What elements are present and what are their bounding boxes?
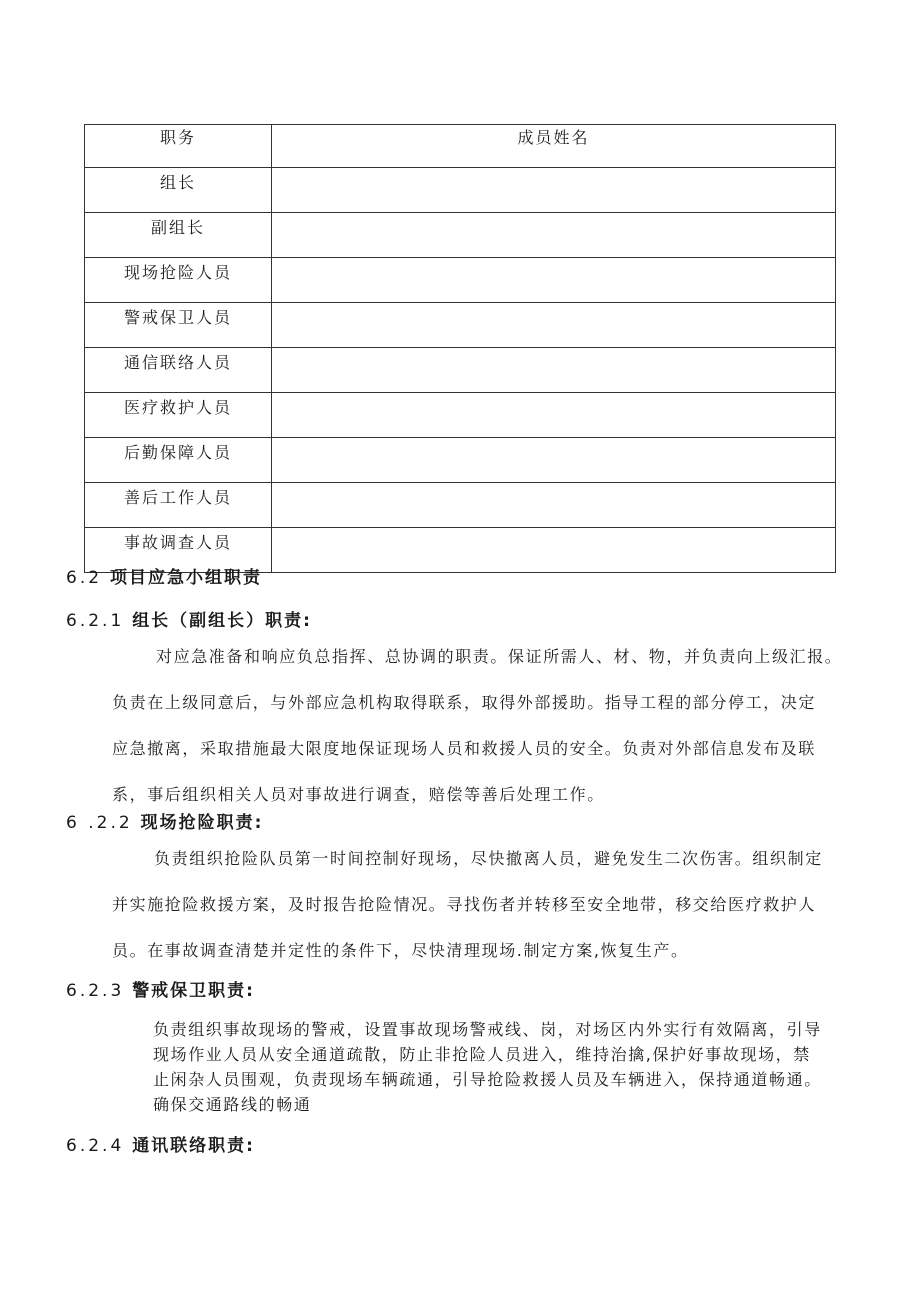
paragraph-line: 负责组织抢险队员第一时间控制好现场，尽快撤离人员，避免发生二次伤害。组织制定 — [154, 849, 823, 868]
section-number: 6 .2.2 — [66, 813, 133, 833]
section-heading-6-2-4 — [66, 1131, 255, 1156]
paragraph-line: 负责组织事故现场的警戒，设置事故现场警戒线、岗，对场区内外实行有效隔离，引导 — [153, 1020, 822, 1039]
table-row — [85, 348, 836, 393]
section-title: 组长（副组长）职责: — [132, 611, 312, 631]
paragraph-line: 并实施抢险救援方案，及时报告抢险情况。寻找伤者并转移至安全地带，移交给医疗救护人 — [112, 895, 817, 914]
paragraph-line: 确保交通路线的畅通 — [153, 1095, 312, 1114]
table-row — [85, 168, 836, 213]
name-cell — [272, 438, 836, 483]
name-cell — [272, 168, 836, 213]
section-heading-6-2-3 — [66, 976, 255, 1001]
role-cell: 后勤保障人员 — [85, 438, 272, 483]
section-title: 项目应急小组职责 — [109, 568, 262, 588]
section-title: 现场抢险职责: — [140, 813, 264, 833]
section-number: 6.2 — [66, 568, 103, 588]
paragraph-line: 负责在上级同意后，与外部应急机构取得联系，取得外部援助。指导工程的部分停工，决定 — [112, 693, 817, 712]
section-number: 6.2.1 — [66, 611, 125, 631]
role-cell: 组长 — [85, 168, 272, 213]
role-cell: 副组长 — [85, 213, 272, 258]
section-title: 通讯联络职责: — [132, 1136, 255, 1156]
header-role: 职务 — [85, 125, 272, 168]
table-row — [85, 258, 836, 303]
emergency-team-table — [84, 124, 836, 573]
name-cell — [272, 528, 836, 573]
role-cell: 善后工作人员 — [85, 483, 272, 528]
name-cell — [272, 258, 836, 303]
section-heading-6-2-2 — [66, 808, 263, 833]
table-header-row — [85, 125, 836, 168]
role-cell: 通信联络人员 — [85, 348, 272, 393]
name-cell — [272, 213, 836, 258]
header-member-name: 成员姓名 — [272, 125, 836, 168]
paragraph-line: 系，事后组织相关人员对事故进行调查，赔偿等善后处理工作。 — [112, 785, 605, 804]
table-row — [85, 303, 836, 348]
paragraph-line: 应急撤离，采取措施最大限度地保证现场人员和救援人员的安全。负责对外部信息发布及联 — [112, 739, 817, 758]
table-row — [85, 393, 836, 438]
role-cell: 事故调查人员 — [85, 528, 272, 573]
table-row — [85, 438, 836, 483]
table-row — [85, 213, 836, 258]
name-cell — [272, 348, 836, 393]
section-title: 警戒保卫职责: — [132, 981, 255, 1001]
paragraph-6-2-1 — [112, 634, 852, 818]
name-cell — [272, 303, 836, 348]
role-cell: 现场抢险人员 — [85, 258, 272, 303]
paragraph-line: 对应急准备和响应负总指挥、总协调的职责。保证所需人、材、物，并负责向上级汇报。 — [156, 647, 843, 666]
section-number: 6.2.4 — [66, 1136, 125, 1156]
section-number: 6.2.3 — [66, 981, 125, 1001]
paragraph-line: 止闲杂人员围观，负责现场车辆疏通，引导抢险救援人员及车辆进入，保持通道畅通。 — [153, 1070, 822, 1089]
paragraph-6-2-3 — [153, 1017, 863, 1117]
paragraph-6-2-2 — [112, 836, 852, 974]
paragraph-line: 员。在事故调查清楚并定性的条件下，尽快清理现场.制定方案,恢复生产。 — [112, 941, 689, 960]
section-heading-6-2-1 — [66, 606, 312, 631]
role-cell: 警戒保卫人员 — [85, 303, 272, 348]
section-heading-6-2 — [66, 563, 262, 588]
role-cell: 医疗救护人员 — [85, 393, 272, 438]
table-row — [85, 483, 836, 528]
name-cell — [272, 393, 836, 438]
name-cell — [272, 483, 836, 528]
paragraph-line: 现场作业人员从安全通道疏散，防止非抢险人员进入，维持治擒,保护好事故现场，禁 — [153, 1045, 811, 1064]
